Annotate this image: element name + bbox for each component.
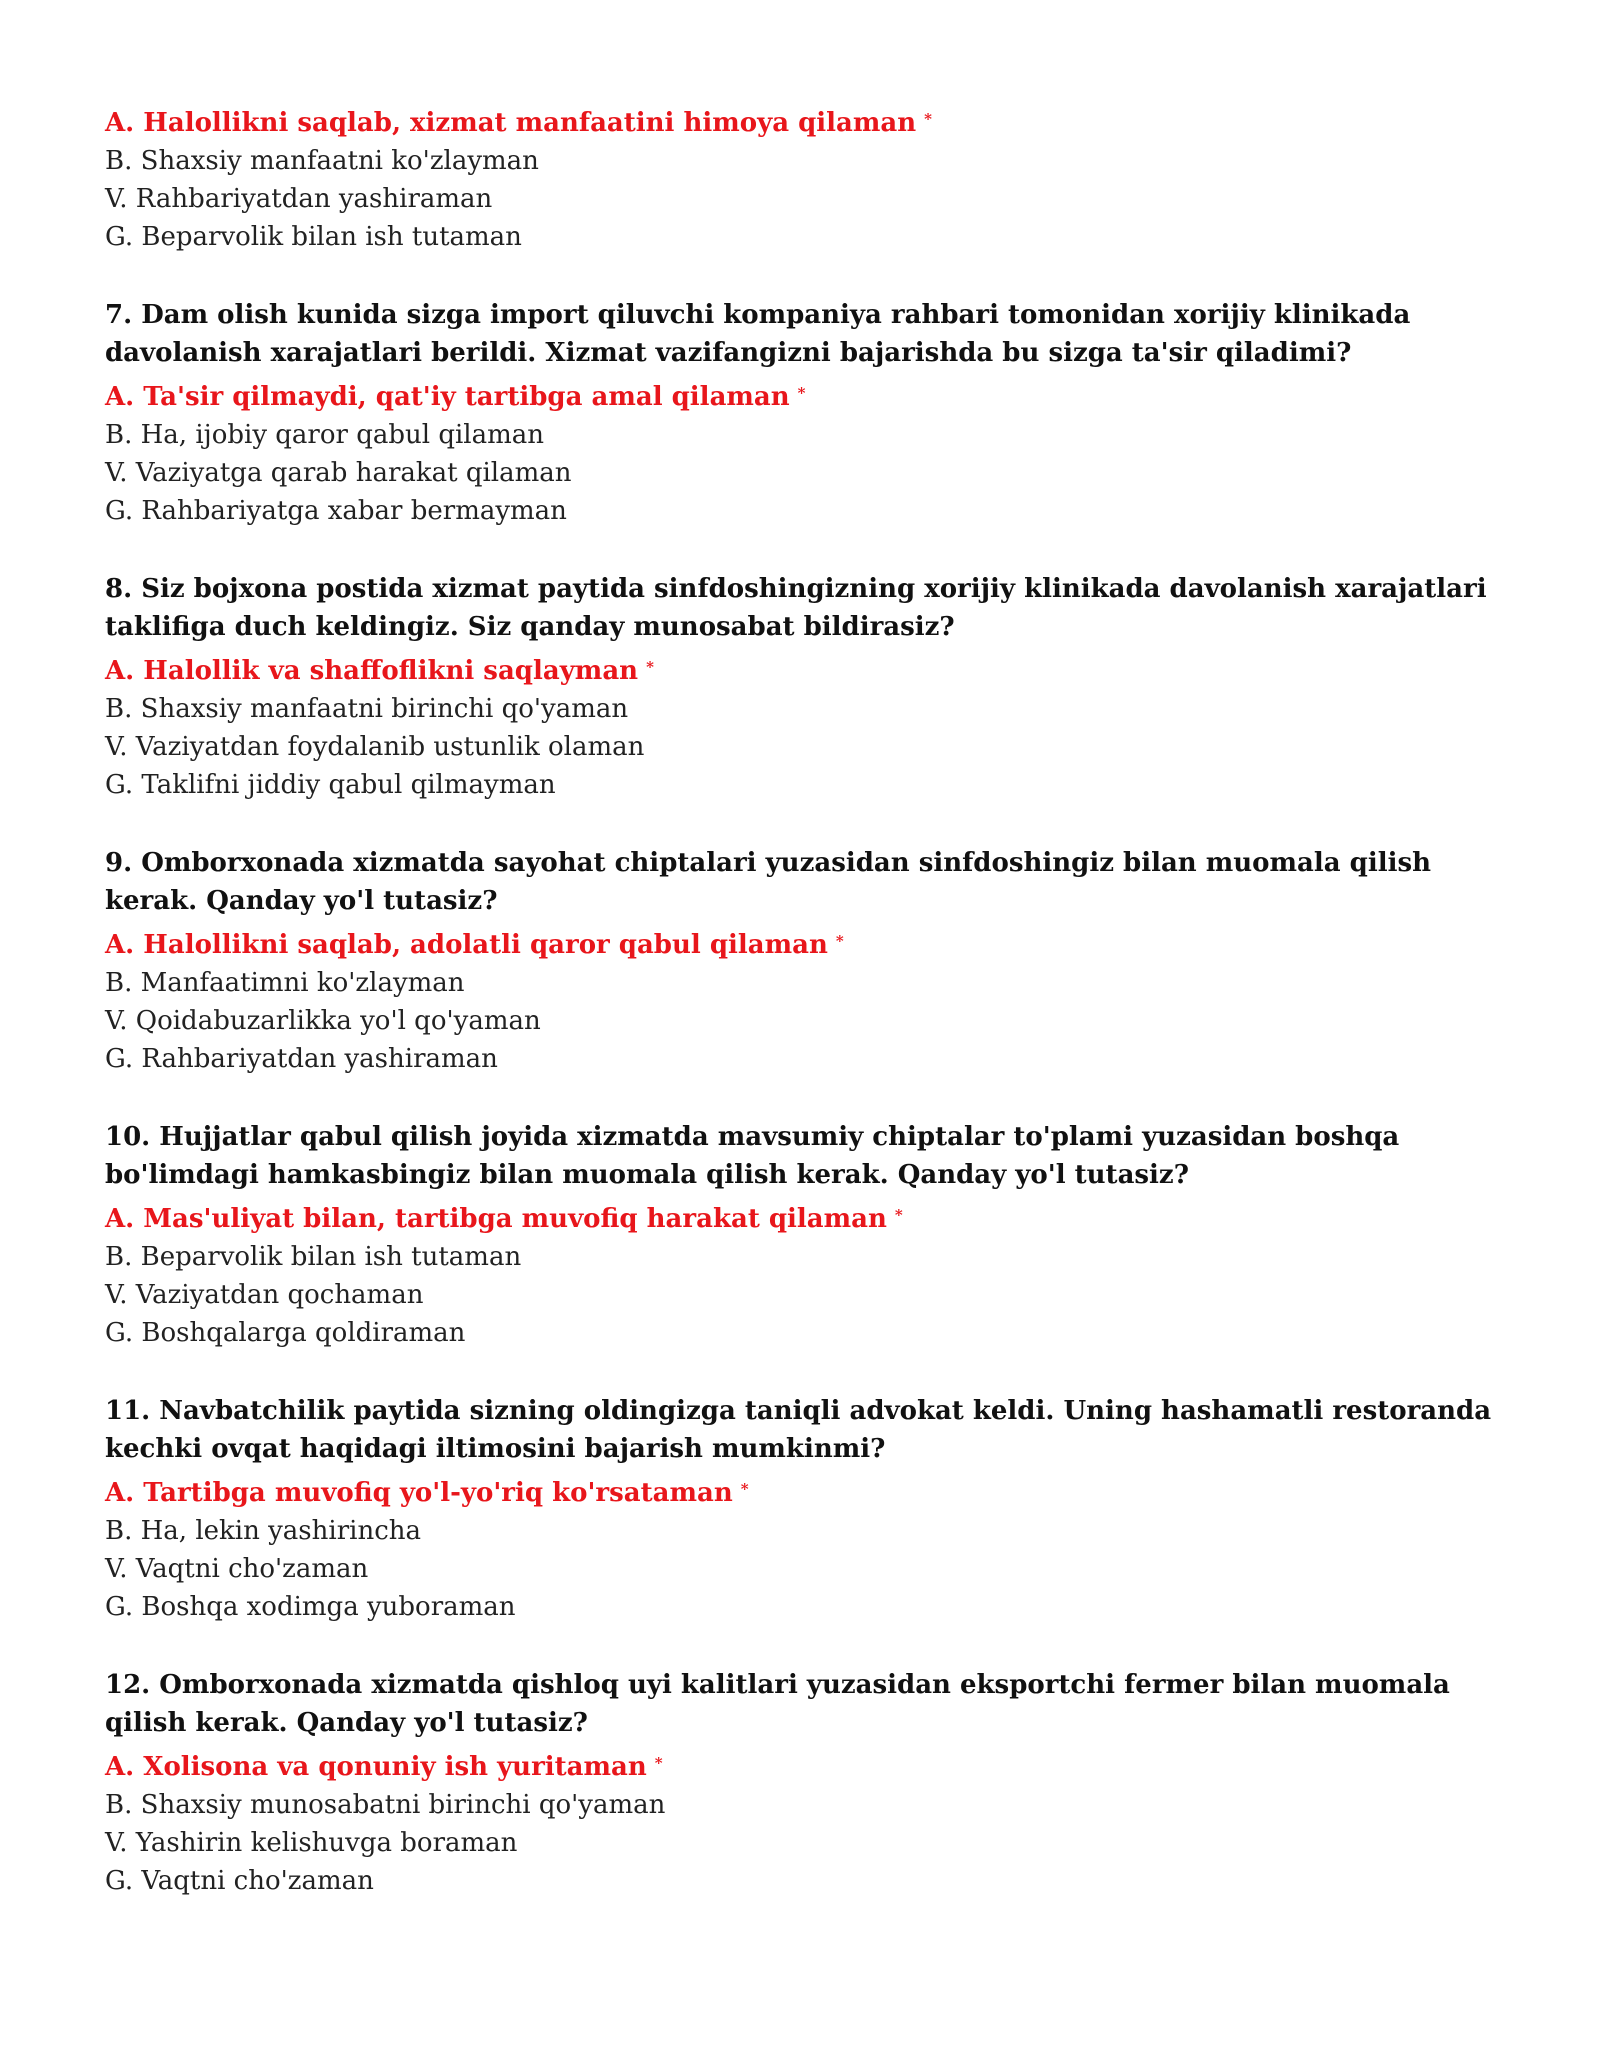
- correct-marker: *: [835, 932, 844, 950]
- correct-answer: A. Halollik va shaffoflikni saqlayman *: [105, 656, 654, 686]
- answer-option: V. Vaziyatdan qochaman: [105, 1280, 424, 1310]
- correct-answer: A. Tartibga muvofiq yo'l-yo'riq ko'rsataman *: [105, 1478, 749, 1508]
- quiz-page: [105, 100, 1505, 1900]
- correct-answer: A. Halollikni saqlab, adolatli qaror qabul qilaman *: [105, 930, 844, 960]
- answer-option: G. Rahbariyatdan yashiraman: [105, 1044, 498, 1074]
- answer-option: V. Vaziyatdan foydalanib ustunlik olaman: [105, 732, 645, 762]
- answer-option: G. Boshqalarga qoldiraman: [105, 1318, 466, 1348]
- answer-option: B. Shaxsiy manfaatni birinchi qo'yaman: [105, 694, 629, 724]
- question-6-answers: [105, 100, 1505, 256]
- answer-option: G. Vaqtni cho'zaman: [105, 1866, 374, 1896]
- question-12: [105, 1666, 1505, 1900]
- answer-option: V. Vaqtni cho'zaman: [105, 1554, 369, 1584]
- question-11: [105, 1392, 1505, 1626]
- answer-option: B. Beparvolik bilan ish tutaman: [105, 1242, 522, 1272]
- answer-option: B. Manfaatimni ko'zlayman: [105, 968, 465, 998]
- answer-option: G. Boshqa xodimga yuboraman: [105, 1592, 516, 1622]
- question-text: 10. Hujjatlar qabul qilish joyida xizmatda mavsumiy chiptalar to'plami yuzasidan boshqa bo'limdagi hamkasbingiz bilan muomala qilish kerak. Qanday yo'l tutasiz?: [105, 1122, 1400, 1190]
- answer-option: V. Qoidabuzarlikka yo'l qo'yaman: [105, 1006, 541, 1036]
- correct-answer: A. Mas'uliyat bilan, tartibga muvofiq harakat qilaman *: [105, 1204, 903, 1234]
- correct-answer: A. Halollikni saqlab, xizmat manfaatini himoya qilaman *: [105, 108, 933, 138]
- question-7: [105, 296, 1505, 530]
- question-8: [105, 570, 1505, 804]
- correct-marker: *: [924, 110, 933, 128]
- correct-marker: *: [646, 658, 654, 676]
- answer-option: B. Shaxsiy manfaatni ko'zlayman: [105, 146, 539, 176]
- correct-answer: A. Ta'sir qilmaydi, qat'iy tartibga amal qilaman *: [105, 382, 806, 412]
- question-text: 12. Omborxonada xizmatda qishloq uyi kalitlari yuzasidan eksportchi fermer bilan muomala qilish kerak. Qanday yo'l tutasiz?: [105, 1670, 1450, 1738]
- correct-marker: *: [894, 1206, 903, 1224]
- answer-option: V. Yashirin kelishuvga boraman: [105, 1828, 518, 1858]
- correct-marker: *: [740, 1480, 749, 1498]
- answer-option: G. Rahbariyatga xabar bermayman: [105, 496, 567, 526]
- answer-option: B. Ha, lekin yashirincha: [105, 1516, 422, 1546]
- answer-option: B. Shaxsiy munosabatni birinchi qo'yaman: [105, 1790, 666, 1820]
- answer-option: G. Beparvolik bilan ish tutaman: [105, 222, 522, 252]
- answer-option: B. Ha, ijobiy qaror qabul qilaman: [105, 420, 544, 450]
- question-10: [105, 1118, 1505, 1352]
- question-text: 9. Omborxonada xizmatda sayohat chiptalari yuzasidan sinfdoshingiz bilan muomala qilish kerak. Qanday yo'l tutasiz?: [105, 848, 1431, 916]
- correct-answer: A. Xolisona va qonuniy ish yuritaman *: [105, 1752, 663, 1782]
- question-text: 11. Navbatchilik paytida sizning oldingizga taniqli advokat keldi. Uning hashamatli restoranda kechki ovqat haqidagi iltimosini bajarish mumkinmi?: [105, 1396, 1492, 1464]
- correct-marker: *: [654, 1754, 663, 1772]
- question-9: [105, 844, 1505, 1078]
- question-text: 7. Dam olish kunida sizga import qiluvchi kompaniya rahbari tomonidan xorijiy klinikada davolanish xarajatlari berildi. Xizmat vazifangizni bajarishda bu sizga ta'sir qiladimi?: [105, 300, 1411, 368]
- answer-option: G. Taklifni jiddiy qabul qilmayman: [105, 770, 556, 800]
- answer-option: V. Vaziyatga qarab harakat qilaman: [105, 458, 572, 488]
- correct-marker: *: [797, 384, 806, 402]
- answer-option: V. Rahbariyatdan yashiraman: [105, 184, 493, 214]
- question-text: 8. Siz bojxona postida xizmat paytida sinfdoshingizning xorijiy klinikada davolanish xarajatlari taklifiga duch keldingiz. Siz qanday munosabat bildirasiz?: [105, 574, 1487, 642]
